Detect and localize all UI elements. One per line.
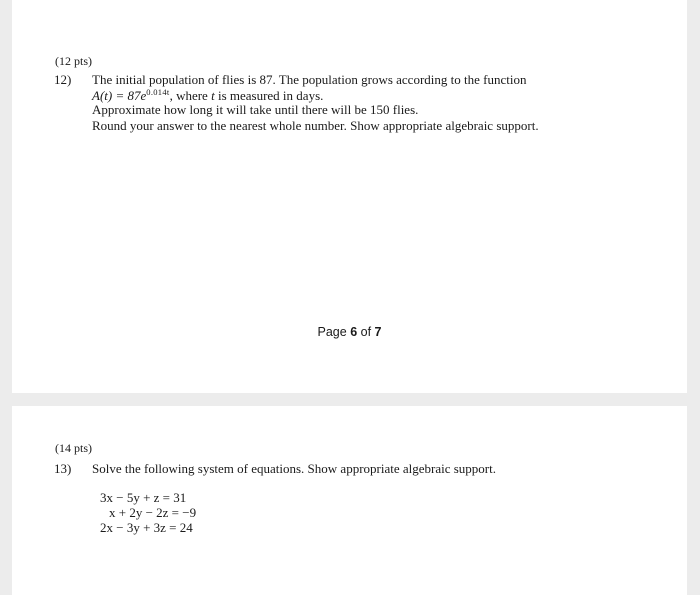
equation-3: 2x − 3y + 3z = 24 <box>100 520 193 535</box>
function-lhs: A(t) = 87e <box>92 88 147 103</box>
footer-prefix: Page <box>317 325 347 339</box>
page-footer <box>12 325 687 339</box>
function-exponent: 0.014t <box>146 87 170 97</box>
question-text-line-1: The initial population of flies is 87. The population grows according to the function <box>92 72 527 87</box>
page-6 <box>12 0 687 393</box>
footer-current-page: 6 <box>350 325 358 339</box>
points-label: (12 pts) <box>55 54 92 68</box>
function-tail: is measured in days. <box>217 88 324 103</box>
question-prompt: Solve the following system of equations. Show appropriate algebraic support. <box>92 461 497 476</box>
equation-2: x + 2y − 2z = −9 <box>109 505 197 520</box>
footer-of: of <box>360 325 372 339</box>
question-text-line-3: Approximate how long it will take until there will be 150 flies. <box>92 102 419 117</box>
question-text-line-4: Round your answer to the nearest whole number. Show appropriate algebraic support. <box>92 118 539 133</box>
equation-1: 3x − 5y + z = 31 <box>100 490 187 505</box>
function-rest: , where <box>169 88 208 103</box>
page-7 <box>12 406 687 595</box>
question-number: 13) <box>54 461 72 476</box>
function-var: t <box>211 88 215 103</box>
points-label: (14 pts) <box>55 441 92 455</box>
question-number: 12) <box>54 72 72 87</box>
footer-total-pages: 7 <box>374 325 382 339</box>
